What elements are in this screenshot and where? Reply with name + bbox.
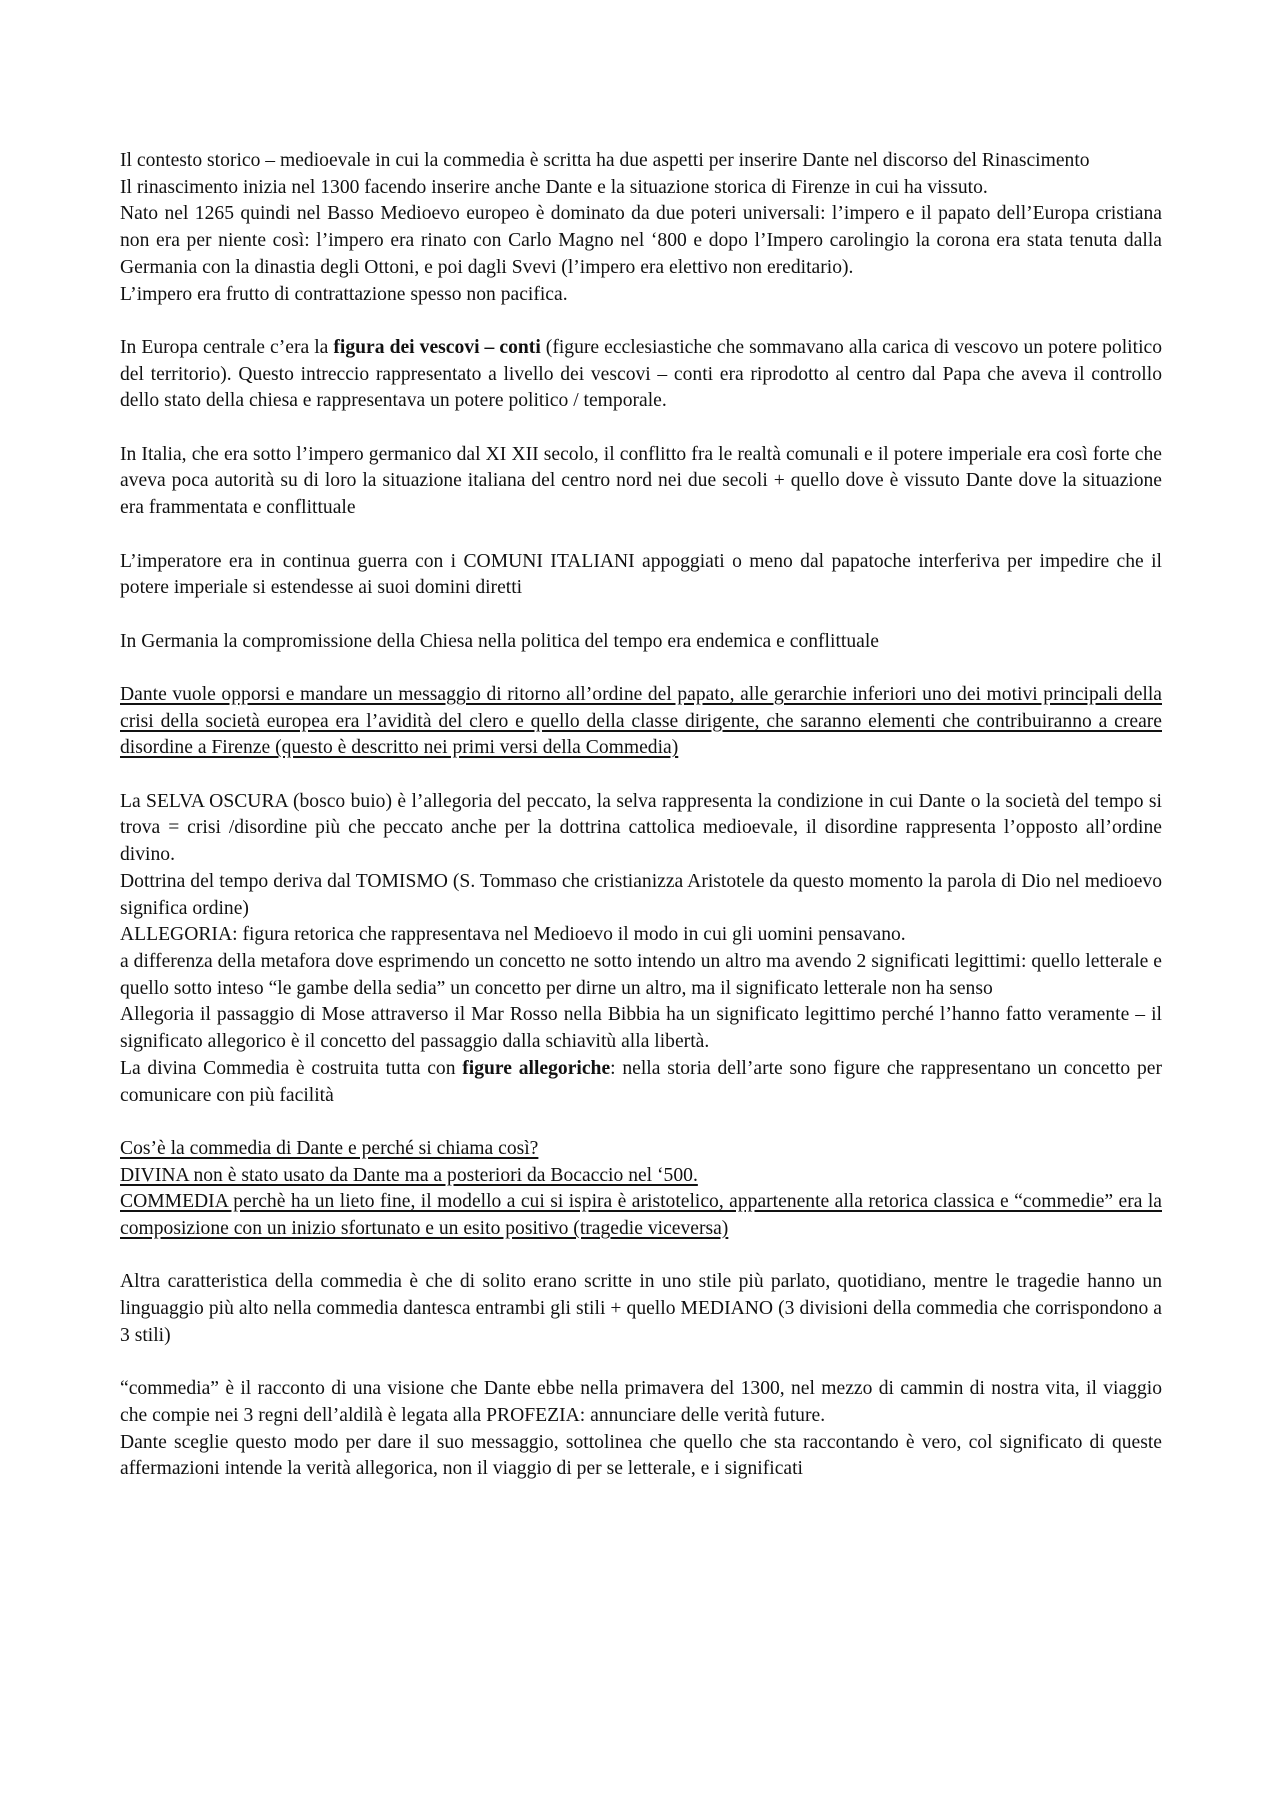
text-run: : nella storia dell’arte sono figure che rappresentano un concetto per comunicare con più facilità (120, 1057, 1162, 1106)
paragraph: Il contesto storico – medioevale in cui la commedia è scritta ha due aspetti per inserire Dante nel discorso del Rinascimento (120, 150, 1090, 171)
blank-line (120, 1243, 1162, 1270)
paragraph: “commedia” è il racconto di una visione che Dante ebbe nella primavera del 1300, nel mezzo di cammin di nostra vita, il viaggio che compie nei 3 regni dell’aldilà è legata alla PROFEZIA: annunciare delle verità future. (120, 1378, 1162, 1426)
blank-line (120, 415, 1162, 442)
paragraph: Allegoria il passaggio di Mose attraverso il Mar Rosso nella Bibbia ha un significato legittimo perché l’hanno fatto veramente – il significato allegorico è il concetto del passaggio dalla schiavitù alla libertà. (120, 1004, 1162, 1053)
paragraph: La SELVA OSCURA (bosco buio) è l’allegoria del peccato, la selva rappresenta la condizione in cui Dante o la società del tempo si trova = crisi /disordine più che peccato anche per la dottrina cattolica medioevale, il disordine rappresenta l’opposto all’ordine divino. (120, 790, 1162, 866)
paragraph: L’imperatore era in continua guerra con i COMUNI ITALIANI appoggiati o meno dal papatoche interferiva per impedire che il potere imperiale si estendesse ai suoi domini diretti (120, 550, 1162, 599)
blank-line (120, 1350, 1162, 1377)
underlined-paragraph: Dante vuole opporsi e mandare un messaggio di ritorno all’ordine del papato, alle gerarchie inferiori uno dei motivi principali della crisi della società europea era l’avidità del clero e quello della classe dirigente, che saranno elementi che contribuiranno a creare disordine a Firenze (questo è descritto nei primi versi della Commedia) (120, 683, 1162, 759)
paragraph: Il rinascimento inizia nel 1300 facendo inserire anche Dante e la situazione storica di Firenze in cui ha vissuto. (120, 176, 988, 198)
text-run: La divina Commedia è costruita tutta con (120, 1057, 463, 1079)
underlined-paragraph: DIVINA non è stato usato da Dante ma a posteriori da Bocaccio nel ‘500. (120, 1164, 698, 1186)
paragraph: a differenza della metafora dove esprimendo un concetto ne sotto intendo un altro ma avendo 2 significati legittimi: quello letterale e quello sotto inteso “le gambe della sedia” un concetto per dirne un altro, ma il significato letterale non ha senso (120, 951, 1162, 999)
blank-line (120, 308, 1162, 335)
blank-line (120, 1109, 1162, 1136)
paragraph: Nato nel 1265 quindi nel Basso Medioevo europeo è dominato da due poteri universali: l’impero e il papato dell’Europa cristiana non era per niente così: l’impero era rinato con Carlo Magno nel ‘800 e dopo l’Impero carolingio la corona era stata tenuta dalla Germania con la dinastia degli Ottoni, e poi dagli Svevi (l’impero era elettivo non ereditario). (120, 203, 1162, 278)
underlined-paragraph: COMMEDIA perchè ha un lieto fine, il modello a cui si ispira è aristotelico, appartenente alla retorica classica e “commedie” era la composizione con un inizio sfortunato e un esito positivo (tragedie viceversa) (120, 1191, 1162, 1240)
paragraph: Dante sceglie questo modo per dare il suo messaggio, sottolinea che quello che sta raccontando è vero, col significato di queste affermazioni intende la verità allegorica, non il viaggio di per se letterale, e i significati (120, 1431, 1162, 1480)
blank-line (120, 522, 1162, 549)
paragraph: Altra caratteristica della commedia è che di solito erano scritte in uno stile più parlato, quotidiano, mentre le tragedie hanno un linguaggio più alto nella commedia dantesca entrambi gli stili + quello MEDIANO (3 divisioni della commedia che corrispondono a 3 stili) (120, 1271, 1162, 1346)
text-run: In Europa centrale c’era la (120, 336, 334, 358)
blank-line (120, 762, 1162, 789)
paragraph (120, 1056, 1162, 1109)
text-run: (figure ecclesiastiche che sommavano alla carica di vescovo un potere politico del territorio). Questo intreccio rappresentato a livello dei vescovi – conti era riprodotto al centro dal Papa che aveva il controllo dello stato della chiesa e rappresentava un potere politico / temporale. (120, 336, 1163, 412)
blank-line (120, 602, 1162, 629)
underlined-heading: Cos’è la commedia di Dante e perché si chiama così? (120, 1137, 539, 1159)
bold-term: figura dei vescovi – conti (333, 336, 541, 358)
blank-line (120, 655, 1162, 682)
paragraph: In Italia, che era sotto l’impero germanico dal XI XII secolo, il conflitto fra le realtà comunali e il potere imperiale era così forte che aveva poca autorità su di loro la situazione italiana del centro nord nei due secoli + quello dove è vissuto Dante dove la situazione era frammentata e conflittuale (120, 443, 1162, 519)
paragraph: L’impero era frutto di contrattazione spesso non pacifica. (120, 283, 568, 305)
paragraph: ALLEGORIA: figura retorica che rappresentava nel Medioevo il modo in cui gli uomini pensavano. (120, 924, 906, 946)
paragraph (120, 335, 1162, 415)
document-page (120, 148, 1162, 1483)
paragraph: Dottrina del tempo deriva dal TOMISMO (S. Tommaso che cristianizza Aristotele da questo momento la parola di Dio nel medioevo significa ordine) (120, 870, 1162, 919)
bold-term: figure allegoriche (462, 1057, 611, 1079)
paragraph: In Germania la compromissione della Chiesa nella politica del tempo era endemica e conflittuale (120, 630, 879, 652)
